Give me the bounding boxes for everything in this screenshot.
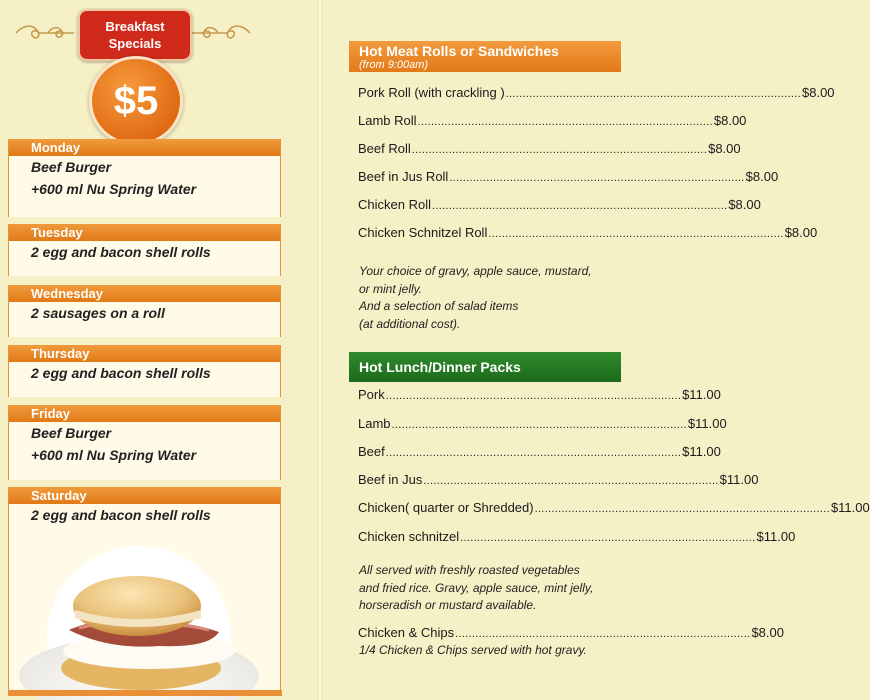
packs-note: [359, 562, 634, 615]
leader-dots: ........................................................................................: [385, 447, 682, 459]
day-box-wednesday: [8, 285, 281, 337]
leader-dots: ........................................................................................: [534, 503, 830, 515]
item-price: $11.00: [830, 500, 870, 515]
item-name: Lamb Roll: [358, 113, 417, 128]
day-item: 2 sausages on a roll: [31, 305, 165, 321]
day-item: 2 egg and bacon shell rolls: [31, 365, 211, 381]
hot-lunch-dinner-packs-header: [349, 352, 621, 382]
item-name: Chicken Roll: [358, 197, 431, 212]
day-item: +600 ml Nu Spring Water: [31, 181, 197, 197]
leader-dots: ........................................................................................: [505, 88, 801, 100]
note-line: and fried rice. Gravy, apple sauce, mint jelly,: [359, 580, 594, 595]
note-line: Your choice of gravy, apple sauce, mustard,: [359, 264, 592, 278]
note-line: or mint jelly.: [359, 281, 423, 296]
day-heading: Saturday: [9, 487, 280, 504]
leader-dots: ........................................................................................: [417, 116, 713, 128]
item-price: $11.00: [682, 444, 721, 459]
day-box-tuesday: [8, 224, 281, 276]
item-price: $11.00: [687, 416, 727, 431]
menu-row: [358, 224, 818, 242]
menu-row: [358, 415, 727, 433]
leader-dots: ........................................................................................: [460, 532, 756, 544]
leader-dots: ........................................................................................: [449, 172, 745, 184]
day-heading: Friday: [9, 405, 280, 422]
item-price: $8.00: [745, 169, 779, 184]
day-item: Beef Burger: [31, 425, 112, 441]
day-box-thursday: [8, 345, 281, 397]
chicken-chips-note: 1/4 Chicken & Chips served with hot gravy.: [359, 643, 587, 657]
day-item: 2 egg and bacon shell rolls: [31, 244, 211, 260]
right-flourish-ornament: [190, 22, 252, 44]
item-price: $8.00: [751, 625, 784, 640]
item-price: $8.00: [728, 197, 761, 212]
item-name: Pork Roll (with crackling ): [358, 85, 505, 100]
day-heading: Thursday: [9, 345, 280, 362]
breakfast-specials-badge: [78, 9, 192, 61]
section-subtitle: (from 9:00am): [359, 59, 429, 71]
item-price: $8.00: [708, 141, 741, 156]
price-circle: $5: [89, 56, 183, 146]
item-price: $11.00: [682, 387, 721, 402]
item-name: Beef in Jus Roll: [358, 169, 449, 184]
leader-dots: ........................................................................................: [455, 628, 751, 640]
day-item: Beef Burger: [31, 159, 112, 175]
left-panel-bottom-bar: [8, 690, 282, 696]
menu-row: [358, 443, 721, 461]
menu-row: [358, 112, 747, 130]
badge-line-1: Breakfast: [105, 19, 165, 34]
day-item: +600 ml Nu Spring Water: [31, 447, 197, 463]
menu-row: [358, 499, 870, 517]
day-box-friday: [8, 405, 281, 480]
item-name: Lamb: [358, 416, 391, 431]
panel-fold: [317, 0, 323, 700]
item-price: $8.00: [713, 113, 747, 128]
item-name: Beef: [358, 444, 385, 459]
leader-dots: ........................................................................................: [385, 390, 682, 402]
hot-meat-rolls-header: [349, 41, 621, 72]
item-name: Beef Roll: [358, 141, 411, 156]
bacon-roll-photo: [8, 558, 281, 694]
item-price: $11.00: [756, 529, 796, 544]
item-name: Chicken Schnitzel Roll: [358, 225, 488, 240]
leader-dots: ........................................................................................: [423, 475, 719, 487]
menu-row: [358, 528, 796, 546]
item-name: Beef in Jus: [358, 472, 423, 487]
item-price: $8.00: [802, 85, 835, 100]
section-title: Hot Lunch/Dinner Packs: [359, 359, 521, 375]
item-name: Pork: [358, 387, 385, 402]
item-price: $11.00: [719, 472, 759, 487]
left-flourish-ornament: [14, 22, 76, 44]
note-line: All served with freshly roasted vegetables: [359, 563, 580, 577]
item-price: $8.00: [784, 225, 818, 240]
item-name: Chicken schnitzel: [358, 529, 460, 544]
note-line: And a selection of salad items: [359, 299, 519, 313]
menu-row: [358, 386, 721, 404]
menu-row-chicken-chips: [358, 624, 784, 642]
day-heading: Tuesday: [9, 224, 280, 241]
menu-row: [358, 140, 741, 158]
note-line: (at additional cost).: [359, 316, 461, 331]
rolls-note: [359, 263, 634, 333]
leader-dots: ........................................................................................: [488, 228, 784, 240]
day-box-monday: [8, 139, 281, 217]
menu-row: [358, 471, 759, 489]
leader-dots: ........................................................................................: [391, 419, 687, 431]
menu-row: [358, 168, 779, 186]
menu-row: [358, 196, 761, 214]
day-heading: Wednesday: [9, 285, 280, 302]
day-item: 2 egg and bacon shell rolls: [31, 507, 211, 523]
section-title: Hot Meat Rolls or Sandwiches: [359, 43, 559, 59]
item-name: Chicken( quarter or Shredded): [358, 500, 534, 515]
leader-dots: ........................................................................................: [431, 200, 728, 212]
leader-dots: ........................................................................................: [411, 144, 708, 156]
note-line: horseradish or mustard available.: [359, 598, 537, 612]
item-name: Chicken & Chips: [358, 625, 455, 640]
badge-line-2: Specials: [108, 36, 162, 51]
menu-row: [358, 84, 835, 102]
day-heading: Monday: [9, 139, 280, 156]
